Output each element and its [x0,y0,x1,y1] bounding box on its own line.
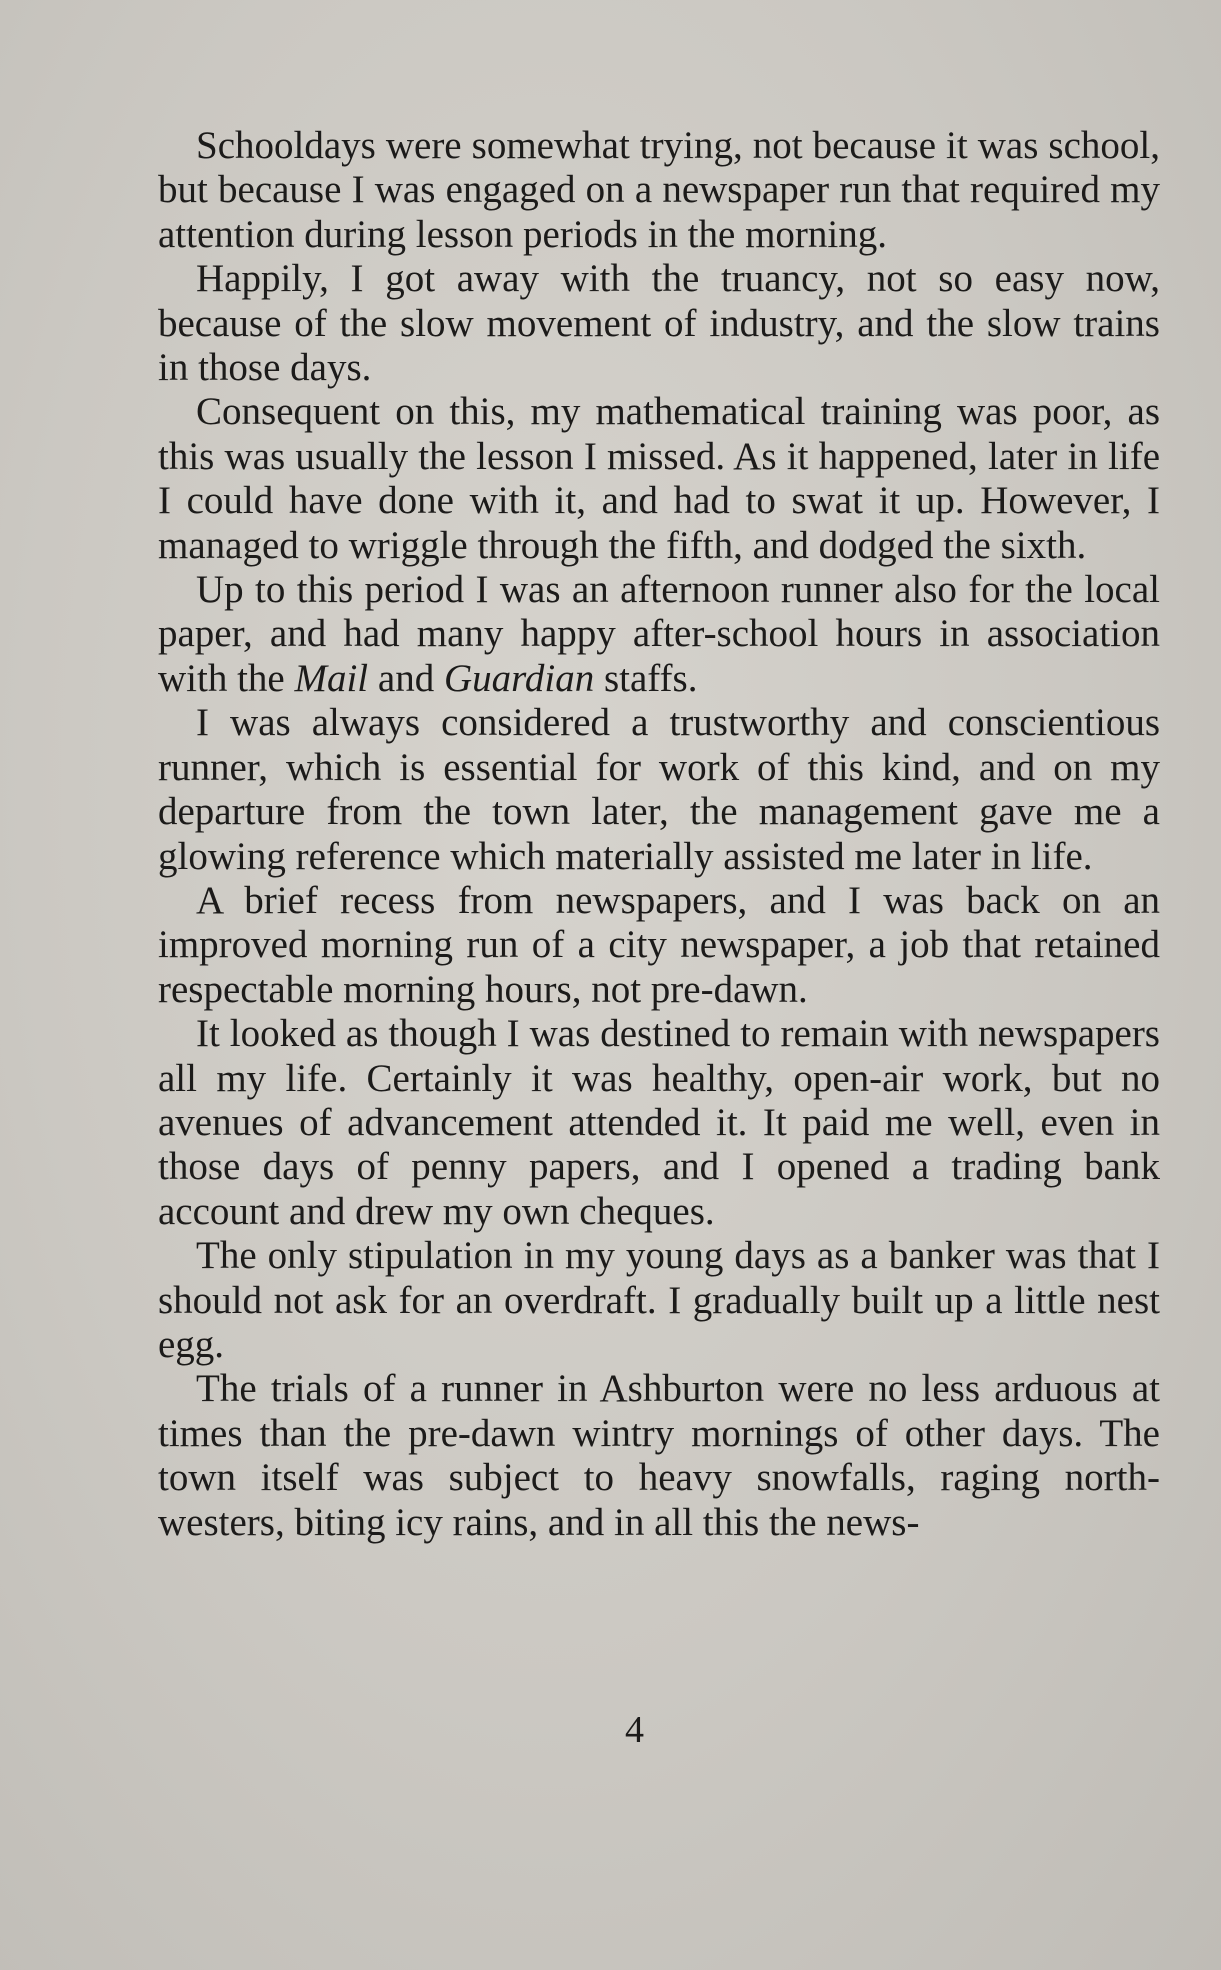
paragraph-5: I was always considered a trustworthy and conscientious runner, which is essential for work of this kind, and on my departure from the town later, the management gave me a glowing reference which materially assisted me later in life. [158,701,1160,878]
paragraph-4-text-after: staffs. [594,656,698,700]
paragraph-2: Happily, I got away with the truancy, not so easy now, because of the slow movement of industry, and the slow trains in those days. [158,257,1160,390]
paragraph-7: It looked as though I was destined to remain with newspapers all my life. Certainly it was healthy, open-air work, but no avenues of advancement attended it. It paid me well, even in those days of penny papers, and I opened a trading bank account and drew my own cheques. [158,1012,1160,1233]
paragraph-4 [158,568,1160,701]
paragraph-8: The only stipulation in my young days as a banker was that I should not ask for an overdraft. I gradually built up a little nest egg. [158,1234,1160,1366]
paragraph-4-text-before: Up to this period I was an afternoon runner also for the local paper, and had many happy after-school hours in association with the [158,568,1160,700]
page-number: 4 [625,1709,644,1751]
newspaper-name-mail: Mail [294,656,369,700]
paragraph-1: Schooldays were somewhat trying, not because it was school, but because I was engaged on a newspaper run that required my attention during lesson periods in the morning. [158,124,1160,256]
newspaper-name-guardian: Guardian [443,656,595,700]
paragraph-4-text-middle: and [368,656,444,700]
paragraph-9: The trials of a runner in Ashburton were no less arduous at times than the pre-dawn wintry mornings of other days. The town itself was subject to heavy snowfalls, raging north-westers, biting icy rains, and in all this the news- [158,1367,1160,1544]
body-text [158,124,1160,1545]
paragraph-3: Consequent on this, my mathematical training was poor, as this was usually the lesson I missed. As it happened, later in life I could have done with it, and had to swat it up. However, I managed to wriggle through the fifth, and dodged the sixth. [158,390,1160,567]
paragraph-6: A brief recess from newspapers, and I was back on an improved morning run of a city newspaper, a job that retained respectable morning hours, not pre-dawn. [158,878,1160,1011]
